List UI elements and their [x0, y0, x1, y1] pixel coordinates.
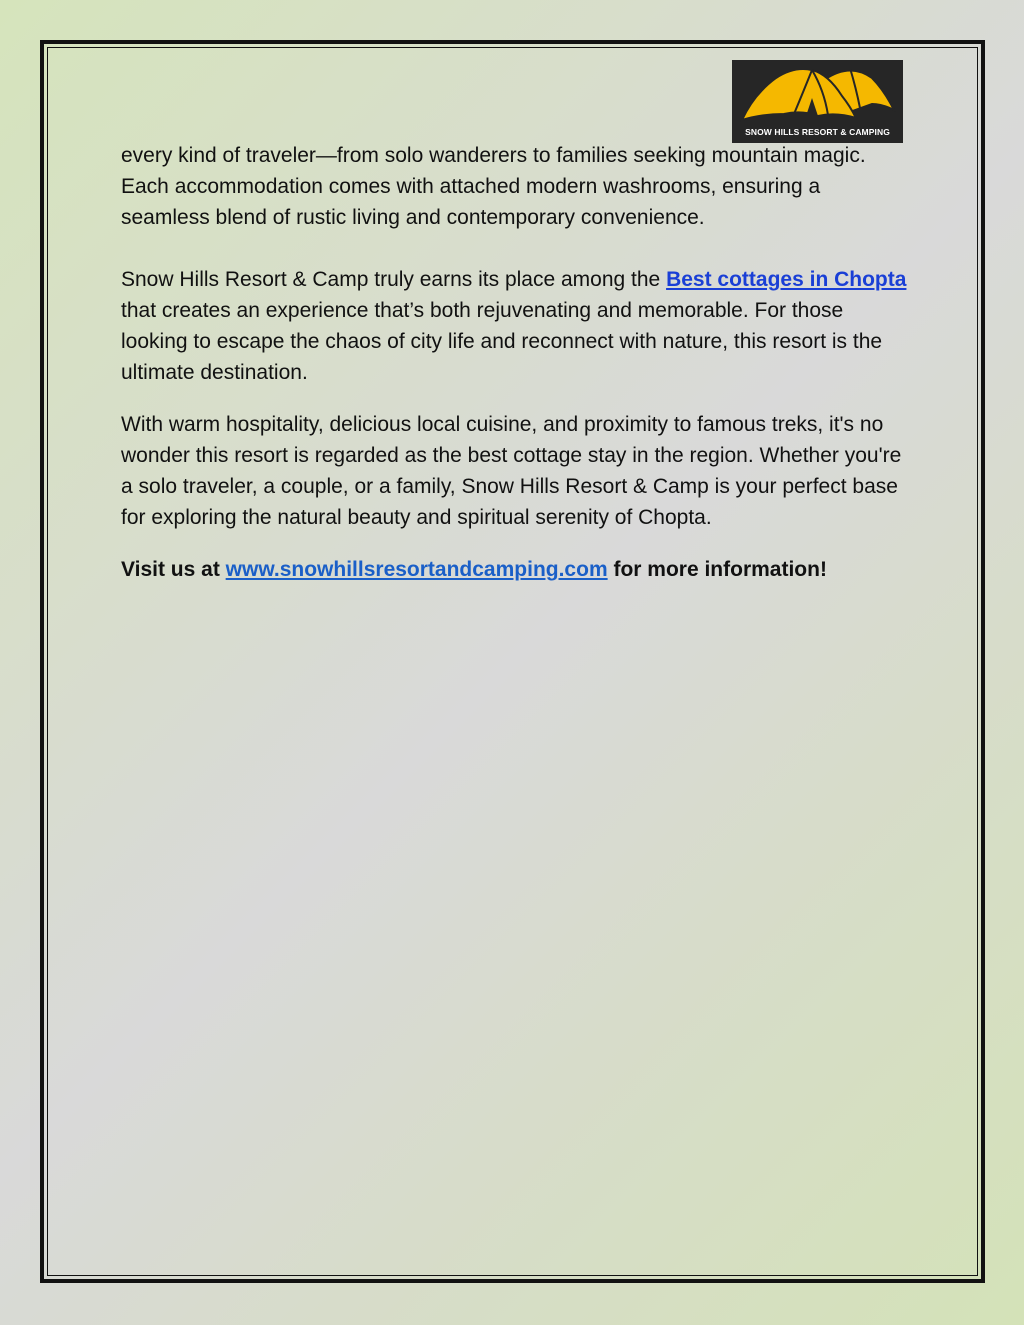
- paragraph-text: Snow Hills Resort & Camp truly earns its place among the: [121, 268, 667, 291]
- best-cottages-link[interactable]: Best cottages in Chopta: [666, 268, 907, 291]
- document-body: [121, 140, 911, 585]
- website-link[interactable]: www.snowhillsresortandcamping.com: [225, 558, 608, 581]
- paragraph-text: Visit us at: [121, 558, 226, 581]
- paragraph-text: for more information!: [607, 558, 827, 581]
- resort-logo: [732, 60, 903, 143]
- paragraph-accommodation: every kind of traveler—from solo wanderers to families seeking mountain magic. Each accommodation comes with attached modern washrooms, ensuring a seamless blend of rustic living and contemporary convenience.: [121, 144, 866, 229]
- paragraph-best-cottages: [121, 264, 911, 388]
- paragraph-hospitality: With warm hospitality, delicious local cuisine, and proximity to famous treks, it's no wonder this resort is regarded as the best cottage stay in the region. Whether you're a solo traveler, a couple, or a family, Snow Hills Resort & Camp is your perfect base for exploring the natural beauty and spiritual serenity of Chopta.: [121, 413, 902, 529]
- paragraph-visit-us: [121, 554, 911, 585]
- paragraph-text: that creates an experience that’s both rejuvenating and memorable. For those looking to escape the chaos of city life and reconnect with nature, this resort is the ultimate destination.: [121, 299, 883, 384]
- logo-text: SNOW HILLS RESORT & CAMPING: [745, 127, 890, 137]
